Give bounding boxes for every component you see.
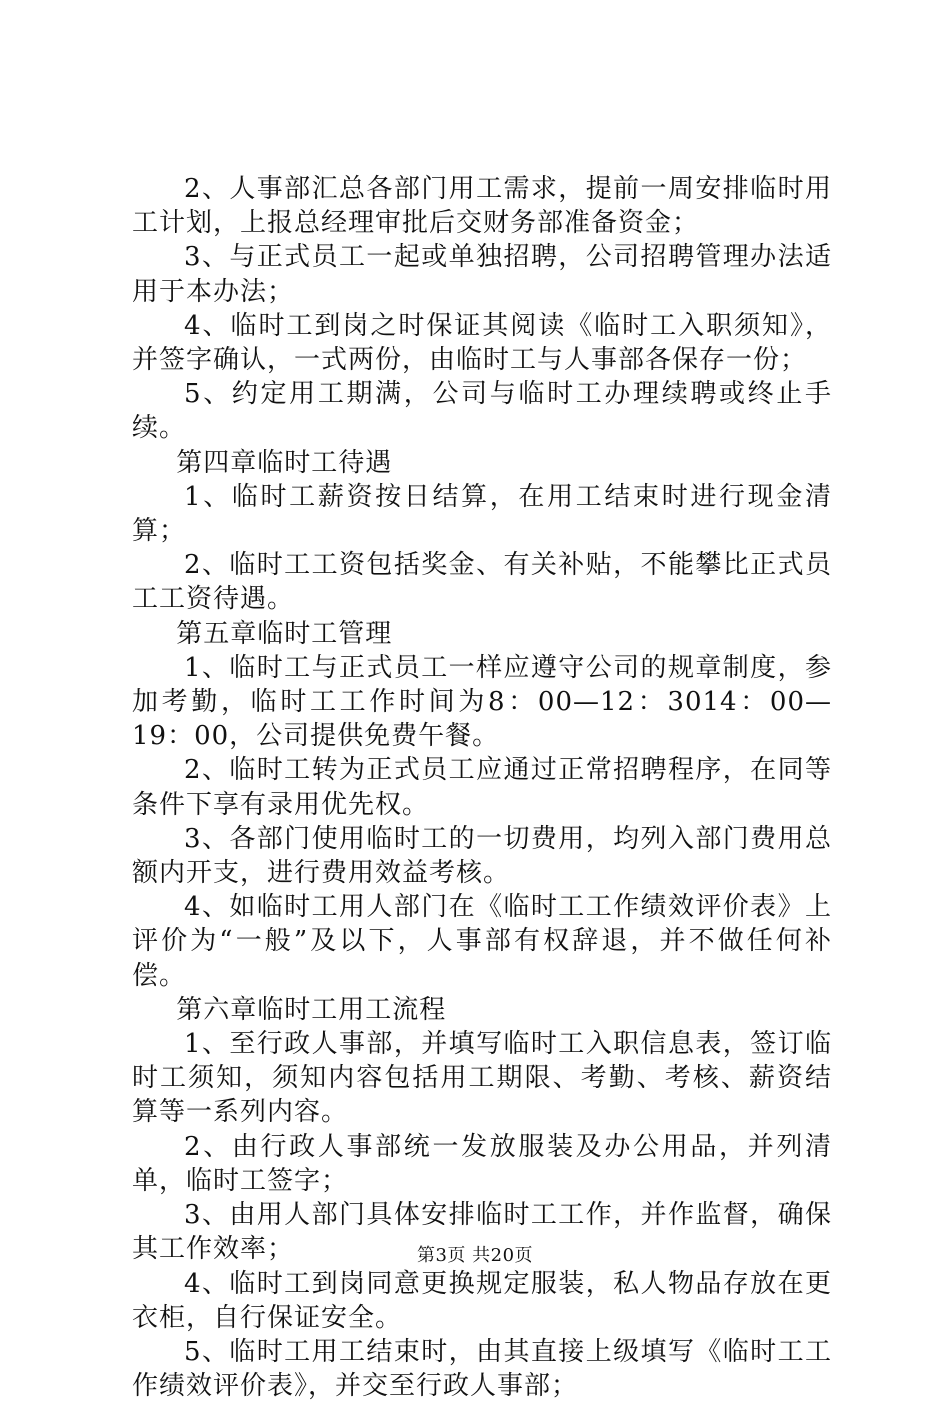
paragraph: 5、临时工用工结束时，由其直接上级填写《临时工工作绩效评价表》，并交至行政人事部； [132,1336,832,1402]
paragraph: 4、临时工到岗同意更换规定服装，私人物品存放在更衣柜，自行保证安全。 [132,1268,832,1333]
paragraph: 1、至行政人事部，并填写临时工入职信息表，签订临时工须知，须知内容包括用工期限、考勤、考核、薪资结算等一系列内容。 [132,1029,832,1128]
chapter-heading: 第五章临时工管理 [176,618,393,649]
paragraph: 3、与正式员工一起或单独招聘，公司招聘管理办法适用于本办法； [132,242,832,307]
paragraph: 5、约定用工期满，公司与临时工办理续聘或终止手续。 [132,379,832,444]
document-body [132,172,832,1403]
paragraph: 2、临时工转为正式员工应通过正常招聘程序，在同等条件下享有录用优先权。 [132,755,832,820]
chapter-heading: 第四章临时工待遇 [176,447,393,478]
chapter-heading: 第六章临时工用工流程 [176,994,447,1025]
paragraph: 1、临时工与正式员工一样应遵守公司的规章制度，参加考勤，临时工工作时间为8：00—12：3014：00—19：00，公司提供免费午餐。 [132,652,832,752]
paragraph: 2、临时工工资包括奖金、有关补贴，不能攀比正式员工工资待遇。 [132,550,832,615]
paragraph: 3、各部门使用临时工的一切费用，均列入部门费用总额内开支，进行费用效益考核。 [132,823,832,889]
paragraph: 2、由行政人事部统一发放服装及办公用品，并列清单，临时工签字； [132,1131,832,1196]
page-footer [0,1244,950,1268]
page-number-label: 第3页 共20页 [416,1245,534,1266]
paragraph: 2、人事部汇总各部门用工需求，提前一周安排临时用工计划，上报总经理审批后交财务部准备资金； [132,174,832,239]
paragraph: 4、如临时工用人部门在《临时工工作绩效评价表》上评价为“一般”及以下，人事部有权辞退，并不做任何补偿。 [132,892,832,991]
paragraph: 1、临时工薪资按日结算，在用工结束时进行现金清算； [132,481,832,547]
paragraph: 4、临时工到岗之时保证其阅读《临时工入职须知》，并签字确认，一式两份，由临时工与人事部各保存一份； [132,310,832,376]
paragraph: 3、由用人部门具体安排临时工工作，并作监督，确保其工作效率； [132,1200,832,1265]
